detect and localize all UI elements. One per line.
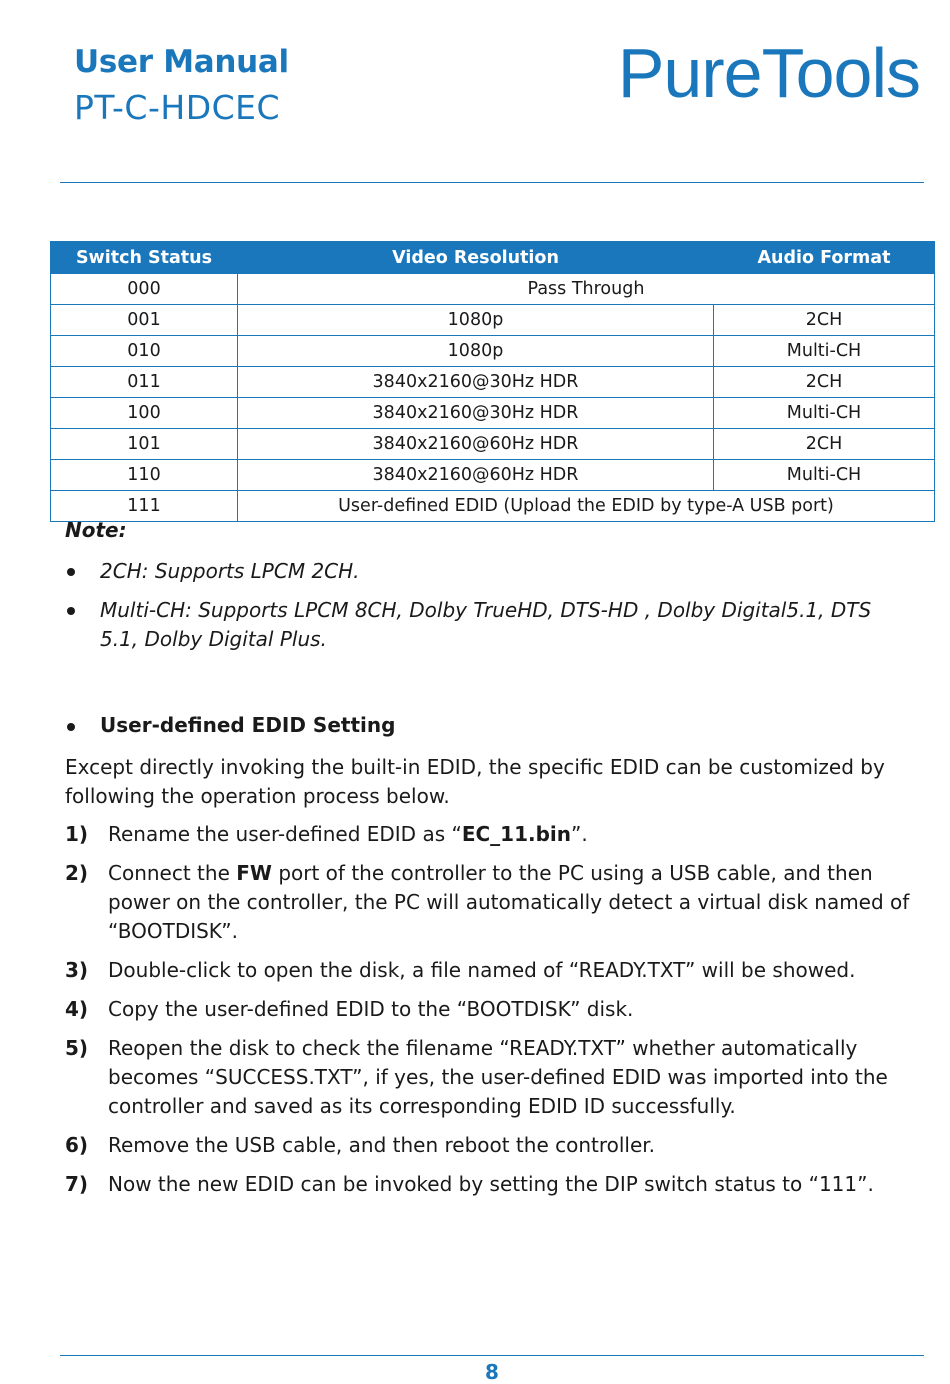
bullet-icon [67,723,75,731]
step-text: Now the new EDID can be invoked by setting the DIP switch status to “111”. [108,1172,874,1196]
audio-format-cell: Multi-CH [714,460,935,491]
video-resolution-cell: 1080p [238,336,714,367]
video-resolution-cell: 1080p [238,305,714,336]
step-number: 5) [65,1036,89,1060]
section-heading [65,713,395,737]
note-item [65,557,915,586]
bullet-icon [67,568,75,576]
footer-divider [60,1355,924,1356]
step-number: 2) [65,861,89,885]
filename-text: EC_11.bin [461,822,572,846]
column-header: Switch Status [51,242,238,274]
step-item [65,956,915,985]
merged-cell: Pass Through [238,274,935,305]
audio-format-cell: 2CH [714,305,935,336]
switch-status-cell: 000 [51,274,238,305]
bullet-icon [67,607,75,615]
note-item [65,596,915,654]
column-header: Video Resolution [238,242,714,274]
audio-format-cell: 2CH [714,429,935,460]
table-row [51,460,935,491]
audio-format-cell: 2CH [714,367,935,398]
step-item [65,820,915,849]
video-resolution-cell: 3840x2160@30Hz HDR [238,367,714,398]
step-text: Reopen the disk to check the filename “READY.TXT” whether automatically becomes “SUCCESS.TXT”, if yes, the user-defined EDID was imported into the controller and saved as its corresponding EDID ID successfully. [108,1036,888,1118]
step-text: Double-click to open the disk, a file named of “READY.TXT” will be showed. [108,958,856,982]
switch-status-cell: 101 [51,429,238,460]
port-name-text: FW [236,861,272,885]
note-text: 2CH: Supports LPCM 2CH. [100,559,360,583]
audio-format-cell: Multi-CH [714,336,935,367]
table-row [51,398,935,429]
video-resolution-cell: 3840x2160@60Hz HDR [238,429,714,460]
step-number: 3) [65,958,89,982]
model-name: PT-C-HDCEC [74,88,281,127]
video-resolution-cell: 3840x2160@30Hz HDR [238,398,714,429]
switch-status-cell: 011 [51,367,238,398]
switch-status-cell: 110 [51,460,238,491]
step-text: Remove the USB cable, and then reboot the controller. [108,1133,656,1157]
table-row [51,367,935,398]
column-header: Audio Format [714,242,935,274]
step-item [65,1170,915,1199]
section-heading-text: User-defined EDID Setting [100,713,396,737]
table-row [51,305,935,336]
header-divider [60,182,924,183]
step-item [65,859,915,946]
video-resolution-cell: 3840x2160@60Hz HDR [238,460,714,491]
table-row [51,274,935,305]
step-number: 4) [65,997,89,1021]
page-number: 8 [485,1360,499,1384]
switch-status-cell: 001 [51,305,238,336]
switch-status-cell: 010 [51,336,238,367]
puretools-logo: PureTools [617,34,920,112]
step-number: 6) [65,1133,89,1157]
step-number: 7) [65,1172,89,1196]
section-intro: Except directly invoking the built-in EDID, the specific EDID can be customized by following the operation process below. [65,755,885,808]
step-number: 1) [65,822,89,846]
table-row [51,429,935,460]
note-list [65,557,915,664]
step-item [65,1034,915,1121]
steps-list [65,820,915,1209]
step-text: Connect the FW port of the controller to the PC using a USB cable, and then power on the controller, the PC will automatically detect a virtual disk named of “BOOTDISK”. [108,861,910,943]
switch-status-cell: 111 [51,491,238,522]
step-text: Copy the user-defined EDID to the “BOOTDISK” disk. [108,997,634,1021]
table-header-row [51,242,935,274]
switch-status-cell: 100 [51,398,238,429]
step-item [65,995,915,1024]
audio-format-cell: Multi-CH [714,398,935,429]
step-item [65,1131,915,1160]
edid-switch-table [50,241,935,522]
note-text: Multi-CH: Supports LPCM 8CH, Dolby TrueHD, DTS-HD , Dolby Digital5.1, DTS 5.1, Dolby Digital Plus. [100,598,872,651]
step-text: Rename the user-defined EDID as “EC_11.bin”. [108,822,588,846]
table-row [51,491,935,522]
manual-title: User Manual [74,44,289,80]
note-label: Note: [65,518,127,542]
table-row [51,336,935,367]
merged-cell: User-defined EDID (Upload the EDID by type-A USB port) [238,491,935,522]
